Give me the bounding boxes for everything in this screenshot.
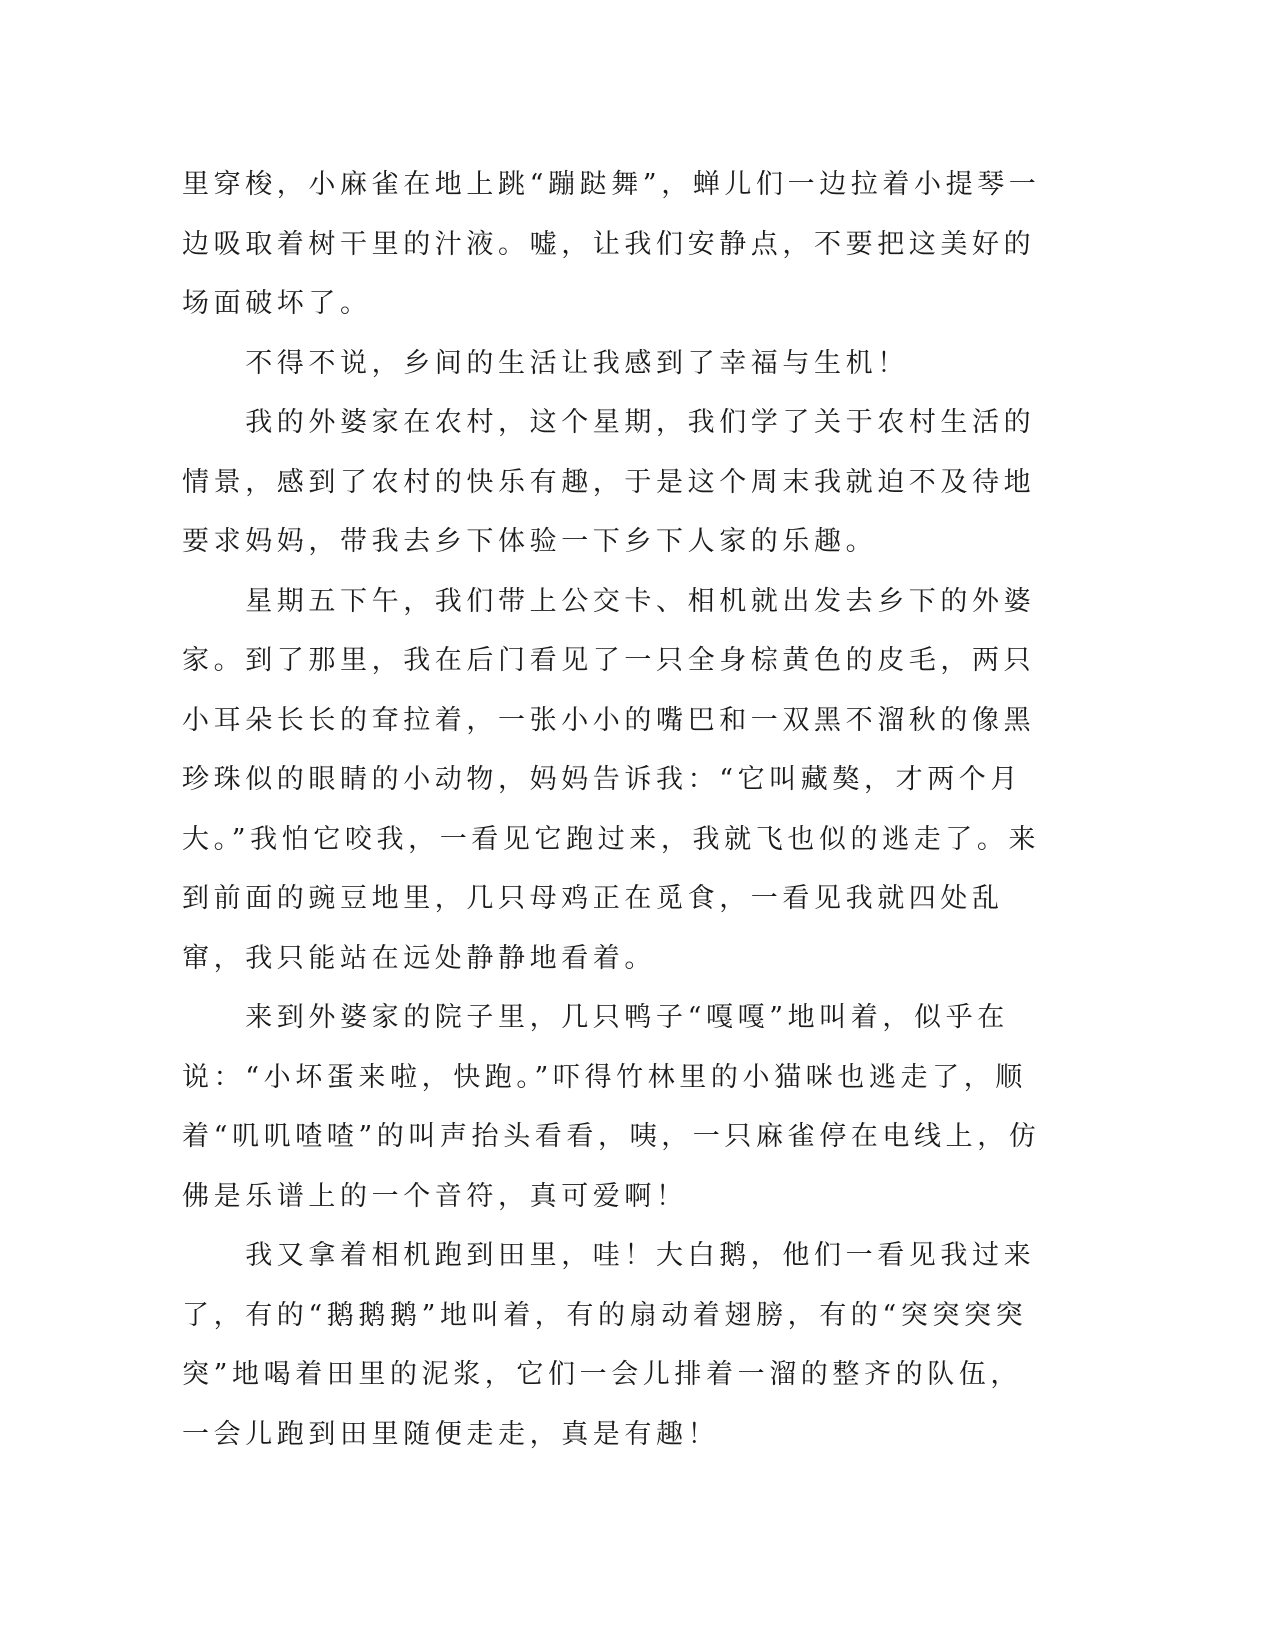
paragraph-friday-visit: 星期五下午，我们带上公交卡、相机就出发去乡下的外婆家。到了那里，我在后门看见了一只全身棕黄色的皮毛，两只小耳朵长长的耷拉着，一张小小的嘴巴和一双黑不溜秋的像黑珍珠似的眼睛的小动物，妈妈告诉我：“它叫藏獒，才两个月大。”我怕它咬我，一看见它跑过来，我就飞也似的逃走了。来到前面的豌豆地里，几只母鸡正在觅食，一看见我就四处乱窜，我只能站在远处静静地看着。 [182, 585, 1041, 974]
paragraph-geese: 我又拿着相机跑到田里，哇！大白鹅，他们一看见我过来了，有的“鹅鹅鹅”地叫着，有的扇动着翅膀，有的“突突突突突”地喝着田里的泥浆，它们一会儿排着一溜的整齐的队伍，一会儿跑到田里随便走走，真是有趣！ [182, 1240, 1036, 1450]
paragraph-conclusion: 不得不说，乡间的生活让我感到了幸福与生机！ [182, 347, 909, 379]
paragraph-courtyard: 来到外婆家的院子里，几只鸭子“嘎嘎”地叫着，似乎在说：“小坏蛋来啦，快跑。”吓得竹林里的小猫咪也逃走了，顺着“叽叽喳喳”的叫声抬头看看，咦，一只麻雀停在电线上，仿佛是乐谱上的一个音符，真可爱啊！ [182, 1002, 1041, 1212]
paragraph-continuation: 里穿梭，小麻雀在地上跳“蹦跶舞”，蝉儿们一边拉着小提琴一边吸取着树干里的汁液。嘘，让我们安静点，不要把这美好的场面破坏了。 [182, 169, 1041, 319]
paragraph-intro: 我的外婆家在农村，这个星期，我们学了关于农村生活的情景，感到了农村的快乐有趣，于是这个周末我就迫不及待地要求妈妈，带我去乡下体验一下乡下人家的乐趣。 [182, 407, 1036, 557]
document-body [182, 155, 1042, 1464]
